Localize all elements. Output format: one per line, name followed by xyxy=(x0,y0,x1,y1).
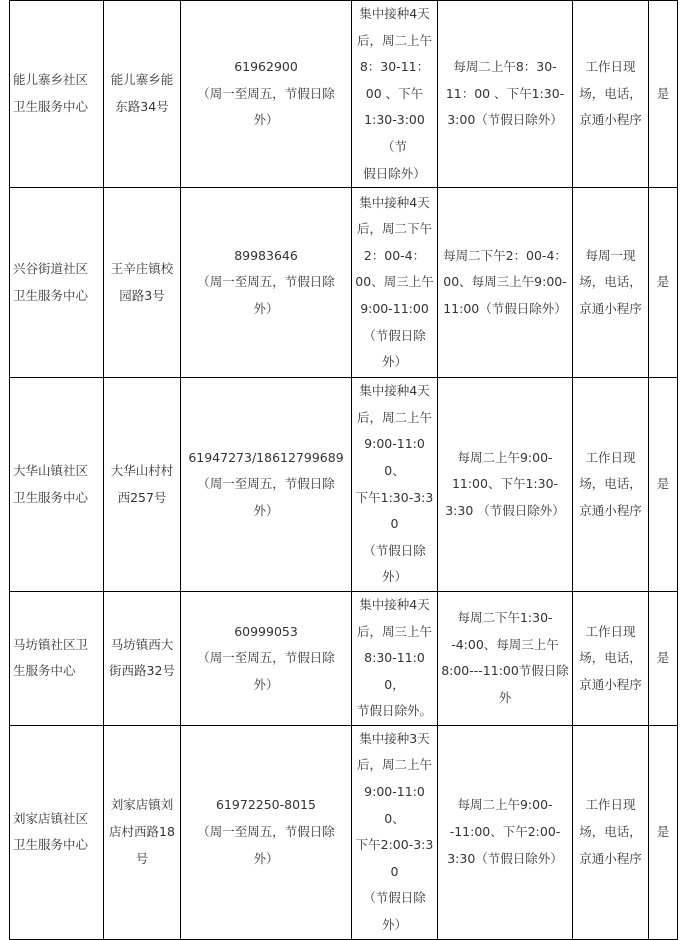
consult-method-cell: 工作日现 场，电话， 京通小程序 xyxy=(573,591,649,725)
vaccination-schedule-table xyxy=(9,0,678,940)
consult-method-cell: 工作日现 场，电话， 京通小程序 xyxy=(573,1,649,188)
center-name-cell: 刘家店镇社区 卫生服务中心 xyxy=(10,725,104,939)
address-cell: 刘家店镇刘 店村西路18 号 xyxy=(104,725,181,939)
consult-time-cell: 每周二上午9:00- 11:00、下午1:30- 3:30 （节假日除外） xyxy=(438,378,573,592)
schedule-cell: 集中接种4天 后，周三上午 8:30-11:00， 节假日除外。 xyxy=(352,591,438,725)
consult-time-cell: 每周二上午8：30- 11：00 、下午1:30- 3:00（节假日除外） xyxy=(438,1,573,188)
schedule-cell: 集中接种4天 后，周二上午 8：30-11： 00 、下午 1:30-3:00（节 假日除外） xyxy=(352,1,438,188)
flag-cell: 是 xyxy=(649,591,678,725)
table-row xyxy=(10,1,678,188)
phone-cell: 61972250-8015 （周一至周五，节假日除 外） xyxy=(181,725,352,939)
flag-cell: 是 xyxy=(649,1,678,188)
center-name-cell: 大华山镇社区 卫生服务中心 xyxy=(10,378,104,592)
phone-cell: 60999053 （周一至周五，节假日除 外） xyxy=(181,591,352,725)
address-cell: 大华山村村 西257号 xyxy=(104,378,181,592)
flag-cell: 是 xyxy=(649,725,678,939)
flag-cell: 是 xyxy=(649,378,678,592)
consult-time-cell: 每周二下午1:30- -4:00、每周三上午 8:00---11:00节假日除 外 xyxy=(438,591,573,725)
address-cell: 能儿寨乡能 东路34号 xyxy=(104,1,181,188)
center-name-cell: 兴谷街道社区 卫生服务中心 xyxy=(10,188,104,378)
consult-method-cell: 工作日现 场，电话， 京通小程序 xyxy=(573,378,649,592)
phone-cell: 61962900 （周一至周五，节假日除 外） xyxy=(181,1,352,188)
table-row xyxy=(10,725,678,939)
address-cell: 马坊镇西大 街西路32号 xyxy=(104,591,181,725)
consult-method-cell: 每周一现 场，电话， 京通小程序 xyxy=(573,188,649,378)
schedule-cell: 集中接种4天 后，周二上午 9:00-11:00、 下午1:30-3:30 （节假日除 外） xyxy=(352,378,438,592)
consult-time-cell: 每周二下午2：00-4： 00、每周三上午9:00- 11:00（节假日除外） xyxy=(438,188,573,378)
phone-cell: 61947273/18612799689 （周一至周五，节假日除 外） xyxy=(181,378,352,592)
table-row xyxy=(10,378,678,592)
flag-cell: 是 xyxy=(649,188,678,378)
phone-cell: 89983646 （周一至周五，节假日除 外） xyxy=(181,188,352,378)
consult-method-cell: 工作日现 场，电话， 京通小程序 xyxy=(573,725,649,939)
consult-time-cell: 每周二上午9:00- -11:00、下午2:00- 3:30（节假日除外） xyxy=(438,725,573,939)
schedule-cell: 集中接种4天 后，周二下午 2：00-4： 00、周三上午 9:00-11:00 （节假日除 外） xyxy=(352,188,438,378)
schedule-cell: 集中接种3天 后，周二上午 9:00-11:00、 下午2:00-3:30 （节假日除 外） xyxy=(352,725,438,939)
center-name-cell: 能儿寨乡社区 卫生服务中心 xyxy=(10,1,104,188)
address-cell: 王辛庄镇校 园路3号 xyxy=(104,188,181,378)
table-row xyxy=(10,188,678,378)
table-row xyxy=(10,591,678,725)
center-name-cell: 马坊镇社区卫 生服务中心 xyxy=(10,591,104,725)
